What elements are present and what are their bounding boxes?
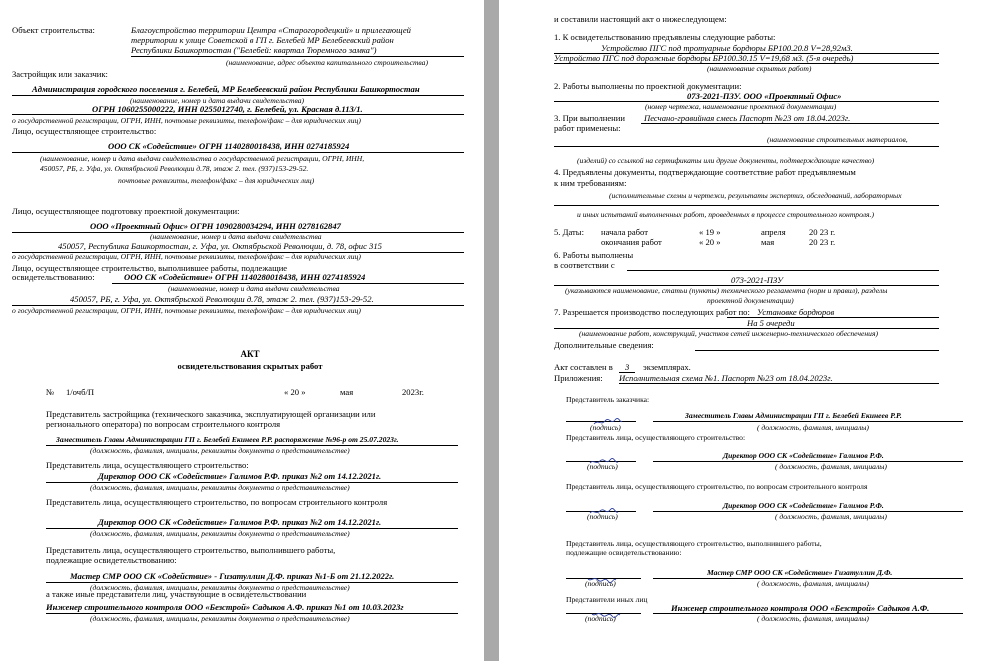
p2-caption: (номер чертежа, наименование проектной документации) (645, 102, 837, 111)
sig-builder-position-caption: ( должность, фамилия, инициалы) (775, 462, 887, 471)
p5-start-label: начала работ (601, 227, 648, 237)
rep-builder-value: Директор ООО СК «Содействие» Галимов Р.Ф. приказ №2 от 14.12.2021г. (98, 471, 382, 481)
object-label: Объект строительства: (12, 25, 95, 35)
developer-value-line1: Администрация городского поселения г. Белебей, МР Белебеевский район Республики Башкортостан (32, 84, 420, 94)
developer-label: Застройщик или заказчик: (12, 69, 108, 79)
sig-control-signature-caption: (подпись) (587, 512, 618, 521)
p6-label-line1: 6. Работы выполнены (554, 250, 634, 260)
executor-label-line2: освидетельствованию: (12, 272, 95, 282)
p5-label: 5. Даты: (554, 227, 584, 237)
p2-label: 2. Работы выполнены по проектной документации: (554, 81, 742, 91)
executor-label-line1: Лицо, осуществляющее строительство, выполнившее работы, подлежащие (12, 263, 288, 273)
p2-value: 073-2021-ПЗУ. ООО «Проектный Офис» (687, 91, 842, 101)
attach-value: Исполнительная схема №1. Паспорт №23 от 18.04.2023г. (619, 373, 833, 383)
rep-exec-value: Мастер СМР ООО СК «Содействие» - Гизатуллин Д.Ф. приказ №1-Б от 21.12.2022г. (70, 571, 395, 581)
p3-label-line1: 3. При выполнении (554, 113, 625, 123)
signature-scribble-icon (587, 575, 617, 583)
sig-customer-signature-caption: (подпись) (590, 423, 621, 432)
developer-caption2: о государственной регистрации, ОГРН, ИНН, почтовые реквизиты, телефон/факс – для юридических лиц) (12, 116, 361, 125)
act-title: АКТ (240, 349, 260, 359)
signature-scribble-icon (589, 508, 619, 516)
others-value: Инженер строительного контроля ООО «Безстрой» Садыков А.Ф. приказ №1 от 10.03.2023г (46, 602, 404, 612)
p4-caption1: (исполнительные схемы и чертежи, результаты экспертиз, обследований, лабораторных (609, 191, 902, 200)
rule (131, 56, 464, 57)
p1-label: 1. К освидетельствованию предъявлены следующие работы: (554, 32, 776, 42)
designer-label: Лицо, осуществляющее подготовку проектной документации: (12, 206, 240, 216)
sig-other-value: Инженер строительного контроля ООО «Безстрой» Садыков А.Ф. (671, 603, 930, 613)
rep-exec-label-line1: Представитель лица, осуществляющего строительство, выполнившего работы, (46, 545, 336, 555)
others-caption: (должность, фамилия, инициалы, реквизиты документа о представительстве) (90, 614, 350, 623)
signature-scribble-icon (591, 610, 621, 618)
rep-exec-caption: (должность, фамилия, инициалы, реквизиты документа о представительстве) (90, 583, 350, 592)
p7-value-line1: Установке бордюров (757, 307, 835, 317)
act-month: мая (340, 387, 354, 397)
rule (12, 114, 464, 115)
signature-scribble-icon (589, 458, 619, 466)
builder-caption1: (наименование, номер и дата выдачи свидетельства о государственной регистрации, ОГРН, ИНН, (40, 154, 365, 163)
rule (554, 205, 939, 206)
p5-end-label: окончания работ (601, 237, 662, 247)
signature-scribble-icon (593, 418, 623, 426)
rule (641, 123, 939, 124)
sig-other-position-caption: ( должность, фамилия, инициалы) (757, 614, 869, 623)
sig-builder-value: Директор ООО СК «Содействие» Галимов Р.Ф. (723, 451, 884, 460)
act-year: 2023г. (402, 387, 424, 397)
p5-end-day: « 20 » (699, 237, 721, 247)
sig-customer-value: Заместитель Главы Администрации ГП г. Белебей Екинеев Р.Р. (685, 411, 902, 420)
act-number: 1/очб/П (66, 387, 95, 397)
rule (653, 421, 963, 422)
p1-value-line2: Устройство ПГС под дорожные бордюры БР100.30.15 V=19,68 м3. (5-я очередь) (554, 53, 854, 63)
p3-value: Песчано-гравийная смесь Паспорт №23 от 18.04.2023г. (644, 113, 851, 123)
p5-start-day: « 19 » (699, 227, 721, 237)
p7-value-line2: На 5 очереди (747, 318, 795, 328)
sig-exec-position-caption: ( должность, фамилия, инициалы) (757, 579, 869, 588)
sig-exec-label-line2: подлежащие освидетельствованию: (566, 548, 682, 557)
rule (695, 350, 939, 351)
p1-value-line1: Устройство ПГС под тротуарные бордюры БР100.20.8 V=28,92м3. (601, 43, 853, 53)
sig-exec-signature-caption: (подпись) (585, 579, 616, 588)
p4-label-line2: к ним требованиям: (554, 178, 627, 188)
p6-value: 073-2021-ПЗУ (731, 275, 783, 285)
p5-end-year: 20 23 г. (809, 237, 836, 247)
object-value-line3: Республики Башкортостан ("Белебей: квартал Тюремного замка") (131, 45, 377, 55)
designer-caption1: (наименование, номер и дата выдачи свидетельства (150, 232, 322, 241)
sig-control-position-caption: ( должность, фамилия, инициалы) (775, 512, 887, 521)
developer-caption1: (наименование, номер и дата выдачи свидетельства) (130, 96, 305, 105)
designer-address: 450057, Республика Башкортостан, г. Уфа, ул. Октябрьской Революции, д. 78, офис 315 (58, 241, 382, 251)
sig-builder-signature-caption: (подпись) (587, 462, 618, 471)
builder-caption3: почтовые реквизиты, телефон/факс – для юридических лиц) (118, 176, 315, 185)
rep-exec-label-line2: подлежащие освидетельствованию: (46, 555, 177, 565)
p4-caption2: и иных испытаний выполненных работ, проведенных в процессе строительного контроля.) (577, 210, 874, 219)
p5-end-month: мая (761, 237, 775, 247)
copies-suffix: экземплярах. (643, 362, 691, 372)
designer-value: ООО «Проектный Офис» ОГРН 1090280034294, ИНН 0278162847 (90, 221, 341, 231)
p3-caption1: (наименование строительных материалов, (767, 135, 908, 144)
builder-value: ООО СК «Содействие» ОГРН 1140280018438, ИНН 0274185924 (108, 141, 350, 151)
p5-start-year: 20 23 г. (809, 227, 836, 237)
p1-caption: (наименование скрытых работ) (707, 64, 812, 73)
act-day: « 20 » (284, 387, 306, 397)
others-label: а также иные представители лиц, участвующие в освидетельствовании (46, 589, 307, 599)
rep-builder-label: Представитель лица, осуществляющего строительство: (46, 460, 249, 470)
act-subtitle: освидетельствования скрытых работ (177, 361, 323, 371)
intro-text: и составили настоящий акт о нижеследующем: (554, 14, 727, 24)
sig-control-value: Директор ООО СК «Содействие» Галимов Р.Ф. (723, 501, 884, 510)
sig-other-label: Представители иных лиц (566, 595, 648, 604)
sig-other-signature-caption: (подпись) (585, 614, 616, 623)
copies-value: 3 (625, 362, 630, 372)
attach-label: Приложения: (554, 373, 603, 383)
object-caption: (наименование, адрес объекта капитального строительства) (226, 58, 428, 67)
sig-control-label: Представитель лица, осуществляющего строительство, по вопросам строительного контроля (566, 482, 868, 491)
p6-caption1: (указываются наименование, статьи (пункты) технического регламента (норм и правил), разделы (565, 286, 888, 295)
rep-customer-caption: (должность, фамилия, инициалы, реквизиты документа о представительстве) (90, 446, 350, 455)
executor-address: 450057, РБ, г. Уфа, ул. Октябрьской Революции д.78, этаж 2. тел. (937)153-29-52. (70, 294, 374, 304)
object-value-line1: Благоустройство территории Центра «Старогородецкий» и прилегающей (131, 25, 411, 35)
object-value-line2: территории к улице Советской в ГП г. Белебей МР Белебеевский район (131, 35, 394, 45)
extra-label: Дополнительные сведения: (554, 340, 654, 350)
p3-caption2: (изделий) со ссылкой на сертификаты или другие документы, подтверждающие качество) (577, 156, 875, 165)
rule (12, 152, 464, 153)
p6-label-line2: в соответствии с (554, 260, 615, 270)
builder-caption2: 450057, РБ, г. Уфа, ул. Октябрьской Революции д.78, этаж 2. тел. (937)153-29-52. (40, 164, 309, 173)
rep-builder-caption: (должность, фамилия, инициалы, реквизиты документа о представительстве) (90, 483, 350, 492)
page-left (0, 0, 484, 661)
rep-control-caption: (должность, фамилия, инициалы, реквизиты документа о представительстве) (90, 529, 350, 538)
p3-label-line2: работ применены: (554, 123, 621, 133)
rep-customer-label-line1: Представитель застройщика (технического заказчика, эксплуатирующей организации или (46, 409, 376, 419)
executor-caption1: (наименование, номер и дата выдачи свидетельства (168, 284, 340, 293)
sig-exec-value: Мастер СМР ООО СК «Содействие» Гизатуллин Д.Ф. (707, 568, 893, 577)
p4-label-line1: 4. Предъявлены документы, подтверждающие соответствие работ предъявляемым (554, 167, 856, 177)
p6-caption2: проектной документации) (707, 296, 794, 305)
p5-start-month: апреля (761, 227, 786, 237)
rep-control-value: Директор ООО СК «Содействие» Галимов Р.Ф. приказ №2 от 14.12.2021г. (98, 517, 382, 527)
sig-exec-label-line1: Представитель лица, осуществляющего строительство, выполнившего работы, (566, 539, 822, 548)
rule (554, 146, 939, 147)
rule (619, 383, 939, 384)
p7-label: 7. Разрешается производство последующих работ по: (554, 307, 750, 317)
page-right (499, 0, 985, 661)
executor-value: ООО СК «Содействие» ОГРН 1140280018438, ИНН 0274185924 (124, 272, 366, 282)
rep-customer-value: Заместитель Главы Администрации ГП г. Белебей Екинеев Р.Р. распоряжение №96-р от 25.07.2023г. (56, 435, 399, 444)
p7-caption: (наименование работ, конструкций, участков сетей инженерно-технического обеспечения) (579, 329, 879, 338)
designer-caption2: о государственной регистрации, ОГРН, ИНН, почтовые реквизиты, телефон/факс – для юридических лиц) (12, 252, 361, 261)
copies-label: Акт составлен в (554, 362, 613, 372)
sig-customer-position-caption: ( должность, фамилия, инициалы) (757, 423, 869, 432)
act-number-label: № (46, 387, 55, 397)
rule (627, 270, 939, 271)
builder-label: Лицо, осуществляющее строительство: (12, 126, 157, 136)
rep-customer-label-line2: регионального оператора) по вопросам строительного контроля (46, 419, 281, 429)
developer-value-line2: ОГРН 1060255000222, ИНН 0255012740, г. Белебей, ул. Красная д.113/1. (92, 104, 363, 114)
executor-caption2: о государственной регистрации, ОГРН, ИНН, почтовые реквизиты, телефон/факс – для юридических лиц) (12, 306, 361, 315)
sig-customer-label: Представитель заказчика: (566, 395, 650, 404)
sig-builder-label: Представитель лица, осуществляющего строительство: (566, 433, 746, 442)
rep-control-label: Представитель лица, осуществляющего строительство, по вопросам строительного контроля (46, 497, 388, 507)
